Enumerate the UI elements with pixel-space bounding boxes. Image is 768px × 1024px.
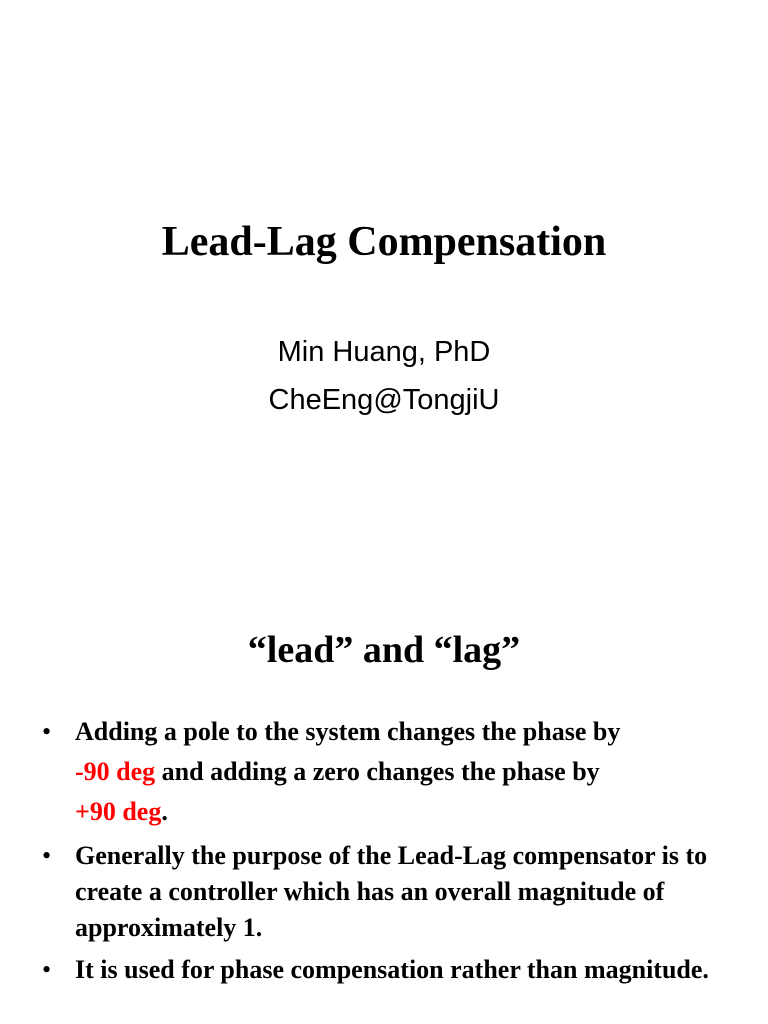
highlight-text: +90 deg [75,797,162,826]
bullet-text: It is used for phase compensation rather than magnitude. [75,955,709,984]
author-name: Min Huang, PhD [277,336,491,368]
author-affiliation: CheEng@TongjiU [268,384,500,416]
bullet-text: . [161,797,168,826]
bullet-text: Adding a pole to the system changes the phase by [75,717,621,746]
content-slide [0,600,768,1024]
bullet-text: and adding a zero changes the phase by [155,757,600,786]
bullet-icon: • [42,955,52,984]
section-title: “lead” and “lag” [247,629,521,671]
bullet-icon: • [42,841,52,870]
bullet-icon: • [42,717,52,746]
highlight-text: -90 deg [75,757,156,786]
bullet-item [36,952,726,988]
slide-title: Lead-Lag Compensation [161,219,607,265]
bullet-text: Generally the purpose of the Lead-Lag compensator is to create a controller which has an overall magnitude of approximately 1. [75,841,708,942]
bullet-list [36,712,726,994]
bullet-item [36,838,726,946]
bullet-item [36,712,726,832]
